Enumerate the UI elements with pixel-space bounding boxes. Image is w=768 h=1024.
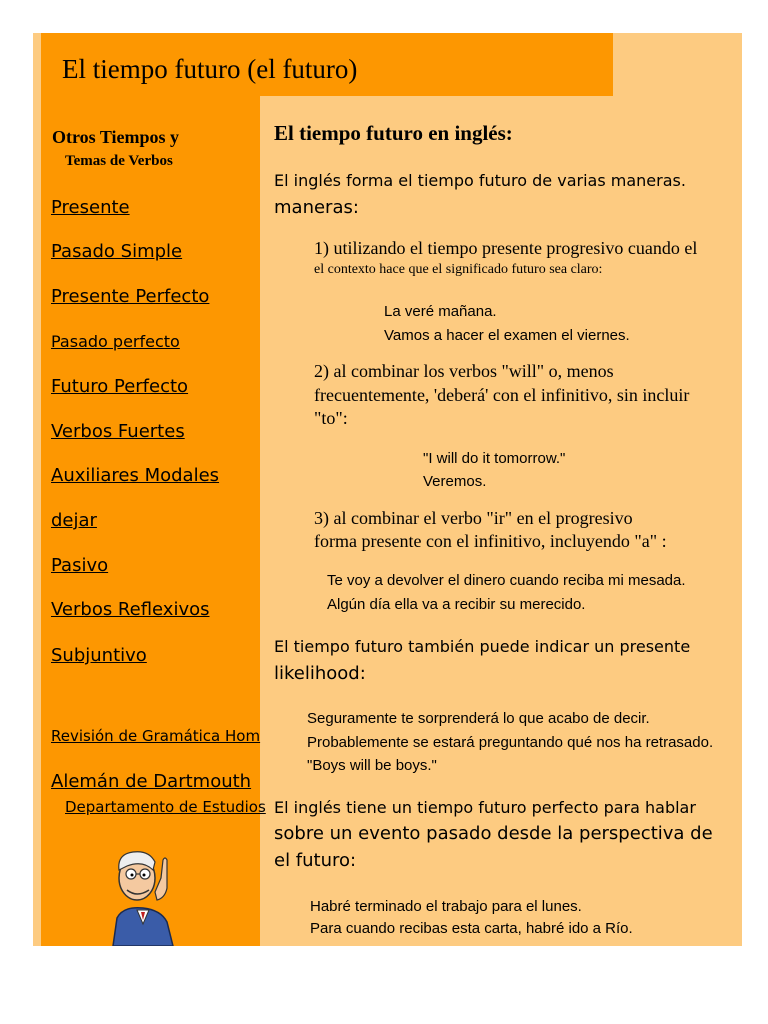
intro-text-line2: maneras: — [274, 197, 359, 218]
intro-text-line1: El inglés forma el tiempo futuro de varias maneras. — [274, 171, 686, 190]
perfect-line3: el futuro: — [274, 850, 357, 871]
left-stripe — [33, 33, 41, 946]
nav-link-subjuntivo[interactable]: Subjuntivo — [51, 645, 147, 666]
point3-line1: 3) al combinar el verbo "ir" en el progresivo — [314, 508, 633, 528]
perfect-example1: Habré terminado el trabajo para el lunes. — [310, 898, 582, 915]
likelihood-line2: likelihood: — [274, 663, 366, 684]
point3-example2: Algún día ella va a recibir su merecido. — [327, 596, 586, 613]
nav-link-presente-perfecto[interactable]: Presente Perfecto — [51, 286, 210, 307]
sidebar-heading-line1: Otros Tiempos y — [52, 127, 180, 147]
professor-mascot-image — [103, 848, 183, 946]
point3-example1: Te voy a devolver el dinero cuando reciba mi mesada. — [327, 572, 686, 589]
nav-link-verbos-reflexivos[interactable]: Verbos Reflexivos — [51, 599, 210, 620]
nav-link-auxiliares-modales[interactable]: Auxiliares Modales — [51, 465, 220, 486]
likelihood-example3: "Boys will be boys." — [307, 757, 437, 774]
nav-link-dejar[interactable]: dejar — [51, 510, 97, 531]
point1-example2: Vamos a hacer el examen el viernes. — [384, 327, 630, 344]
nav-link-verbos-fuertes[interactable]: Verbos Fuertes — [51, 421, 185, 442]
nav-link-pasado-simple[interactable]: Pasado Simple — [51, 241, 183, 262]
point2-line2: frecuentemente, 'deberá' con el infinitivo, sin incluir — [314, 385, 690, 405]
nav-link-presente[interactable]: Presente — [51, 197, 130, 218]
likelihood-example2: Probablemente se estará preguntando qué nos ha retrasado. — [307, 734, 714, 751]
perfect-line2: sobre un evento pasado desde la perspectiva de — [274, 823, 713, 844]
page-title: El tiempo futuro (el futuro) — [62, 54, 358, 84]
point2-example2: Veremos. — [423, 473, 487, 490]
nav-link-pasivo[interactable]: Pasivo — [51, 555, 109, 576]
department-link[interactable]: Departamento de Estudios — [65, 798, 266, 816]
main-content — [260, 96, 742, 946]
point2-line1: 2) al combinar los verbos "will" o, menos — [314, 361, 614, 381]
likelihood-example1: Seguramente te sorprenderá lo que acabo de decir. — [307, 710, 650, 727]
content-heading: El tiempo futuro en inglés: — [274, 121, 513, 145]
point2-line3: "to": — [314, 408, 348, 428]
likelihood-line1: El tiempo futuro también puede indicar un presente — [274, 637, 691, 656]
grammar-review-link[interactable]: Revisión de Gramática Hom — [51, 727, 261, 745]
point1-example1: La veré mañana. — [384, 303, 497, 320]
title-bar — [41, 33, 613, 96]
sidebar — [41, 96, 266, 946]
point2-example1: "I will do it tomorrow." — [423, 450, 566, 467]
point3-line2: forma presente con el infinitivo, incluyendo "a" : — [314, 531, 667, 551]
perfect-line1: El inglés tiene un tiempo futuro perfecto para hablar — [274, 798, 696, 817]
point1-line1: 1) utilizando el tiempo presente progresivo cuando el — [314, 238, 698, 258]
dartmouth-german-link[interactable]: Alemán de Dartmouth — [51, 771, 252, 792]
point1-line2: el contexto hace que el significado futuro sea claro: — [314, 262, 603, 277]
sidebar-heading-line2: Temas de Verbos — [65, 153, 173, 169]
nav-link-futuro-perfecto[interactable]: Futuro Perfecto — [51, 376, 189, 397]
perfect-example2: Para cuando recibas esta carta, habré ido a Río. — [310, 920, 633, 937]
nav-link-pasado-perfecto[interactable]: Pasado perfecto — [51, 332, 180, 351]
